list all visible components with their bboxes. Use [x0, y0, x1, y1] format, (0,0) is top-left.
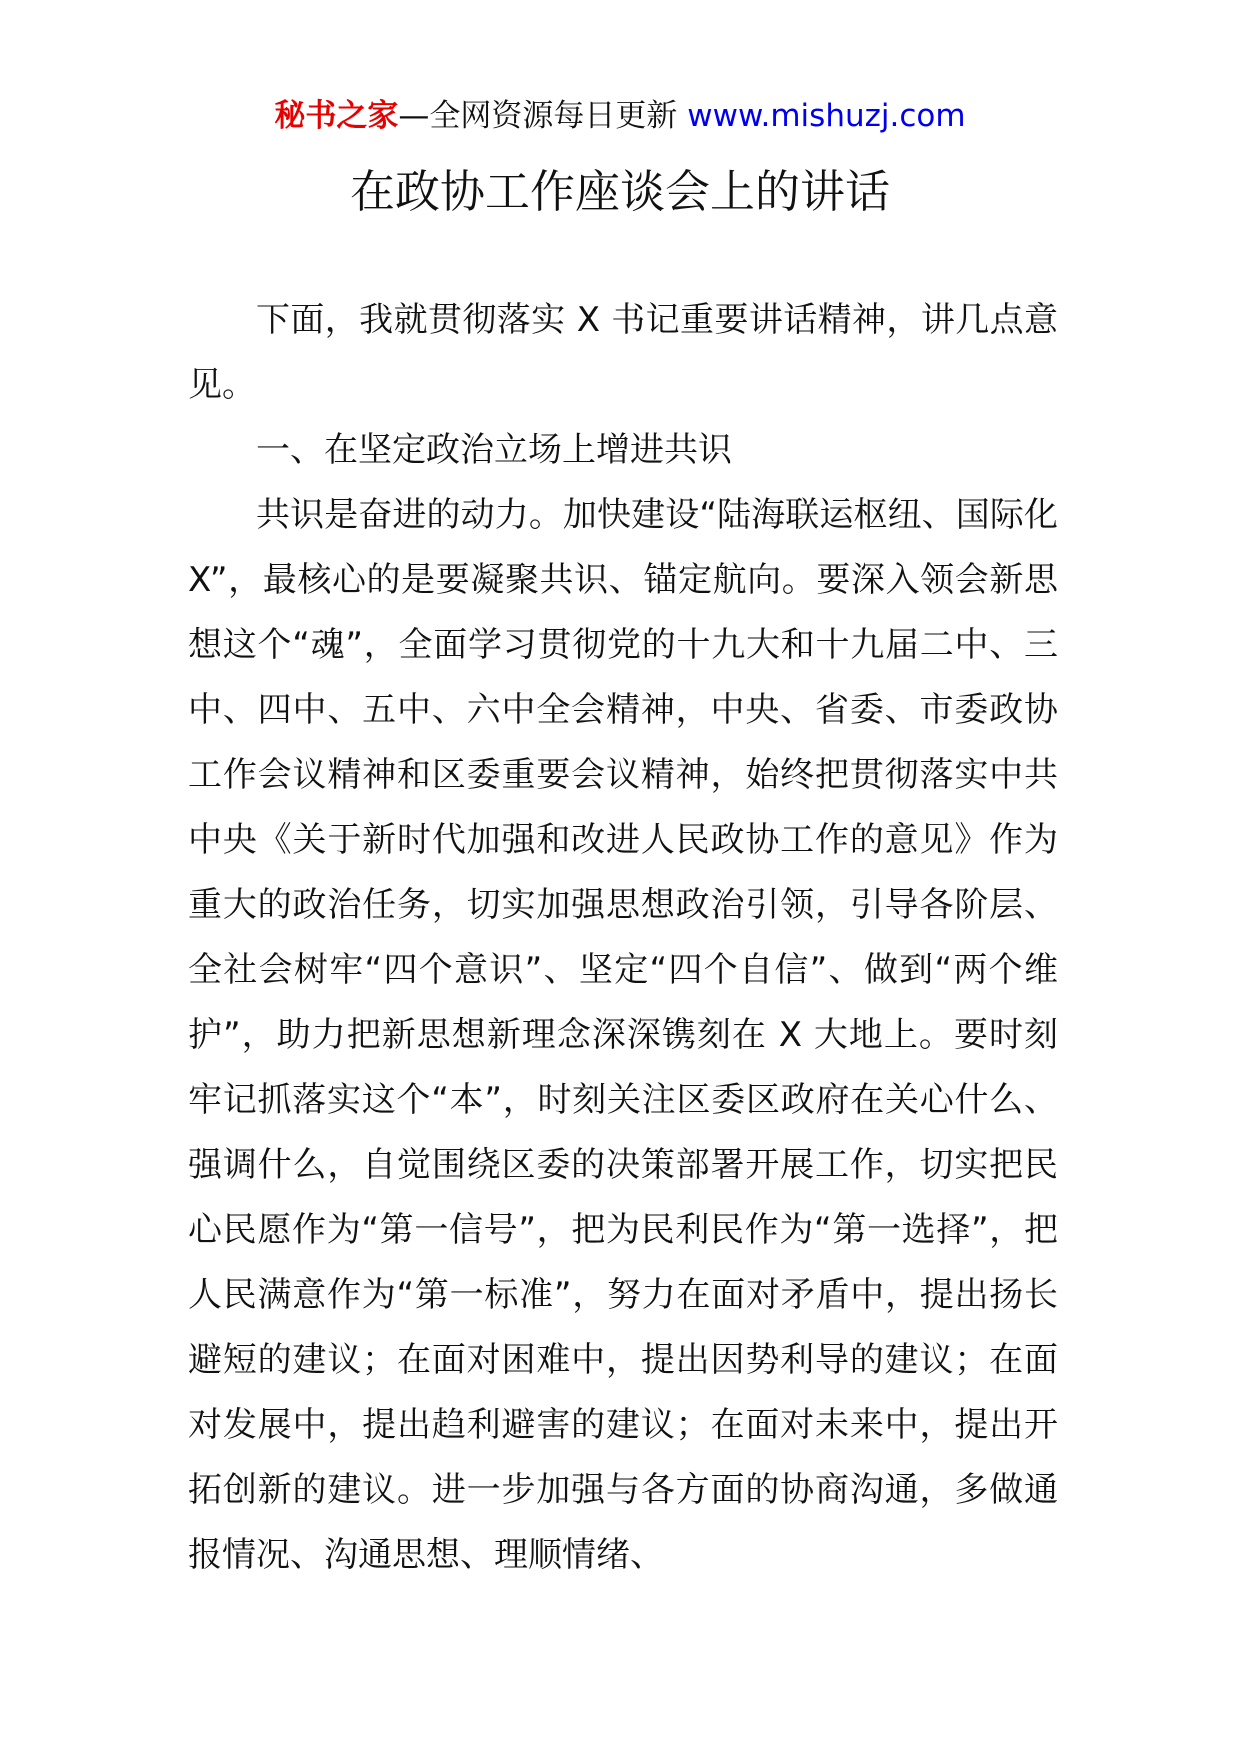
site-header	[0, 96, 1240, 136]
site-url-link[interactable]: www.mishuzj.com	[687, 98, 966, 134]
page-title: 在政协工作座谈会上的讲话	[349, 165, 890, 218]
paragraph-section-1: 共识是奋进的动力。加快建设“陆海联运枢纽、国际化 X”，最核心的是要凝聚共识、锚定航向。要深入领会新思想这个“魂”，全面学习贯彻党的十九大和十九届二中、三中、四中、五中、六中全会精神，中央、省委、市委政协工作会议精神和区委重要会议精神，始终把贯彻落实中共中央《关于新时代加强和改进人民政协工作的意见》作为重大的政治任务，切实加强思想政治引领，引导各阶层、全社会树牢“四个意识”、坚定“四个自信”、做到“两个维护”，助力把新思想新理念深深镌刻在 X 大地上。要时刻牢记抓落实这个“本”，时刻关注区委区政府在关心什么、强调什么，自觉围绕区委的决策部署开展工作，切实把民心民愿作为“第一信号”，把为民利民作为“第一选择”，把人民满意作为“第一标准”，努力在面对矛盾中，提出扬长避短的建议；在面对困难中，提出因势利导的建议；在面对发展中，提出趋利避害的建议；在面对未来中，提出开拓创新的建议。进一步加强与各方面的协商沟通，多做通报情况、沟通思想、理顺情绪、	[188, 495, 1058, 1575]
site-tagline: —全网资源每日更新	[398, 98, 688, 134]
section-heading-1: 一、在坚定政治立场上增进共识	[256, 430, 732, 470]
site-brand: 秘书之家	[274, 98, 399, 134]
paragraph-intro: 下面，我就贯彻落实 X 书记重要讲话精神，讲几点意见。	[188, 300, 1058, 405]
document-body	[188, 288, 1058, 1588]
